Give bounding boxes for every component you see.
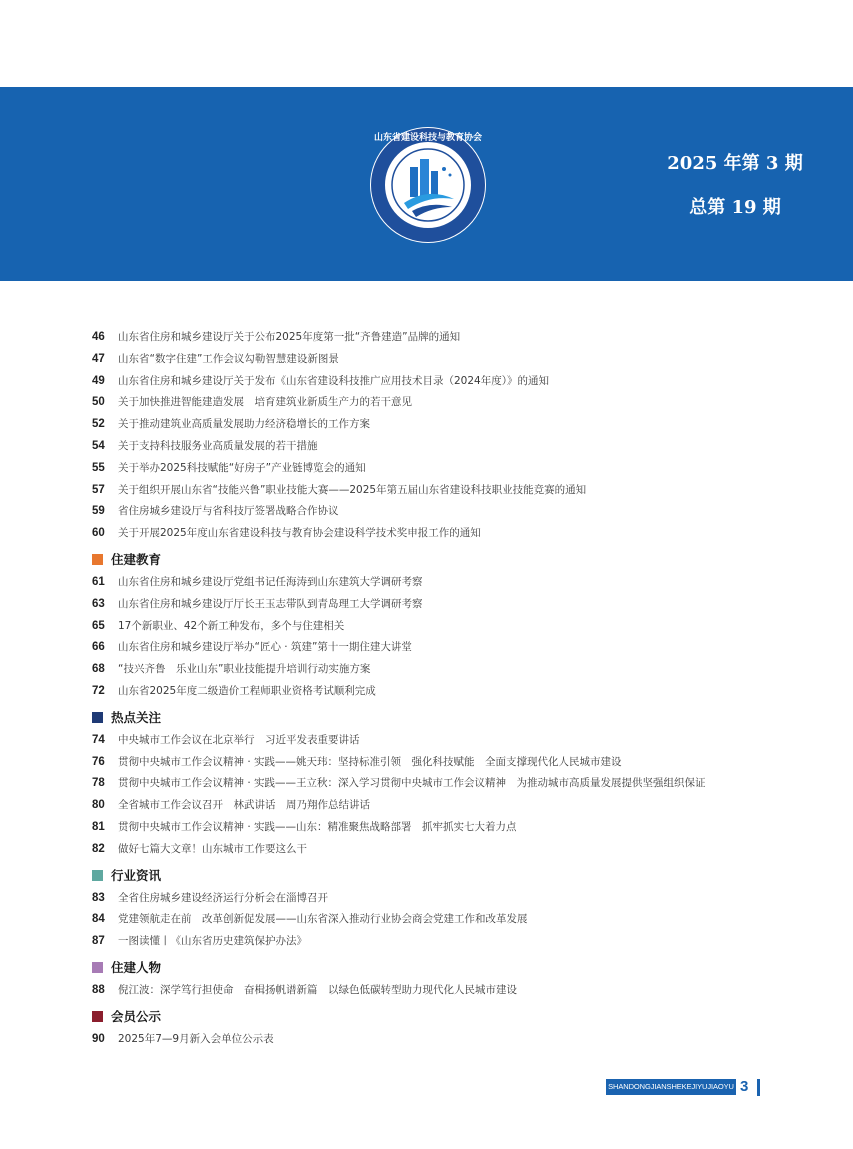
section-square-icon bbox=[92, 870, 103, 881]
toc-item[interactable] bbox=[92, 436, 792, 458]
total-issue-number: 总第 19 期 bbox=[689, 197, 781, 218]
toc-title: 全省城市工作会议召开 林武讲话 周乃翔作总结讲话 bbox=[118, 799, 370, 812]
toc-page-number: 68 bbox=[92, 663, 105, 676]
toc-page-number: 90 bbox=[92, 1032, 105, 1045]
toc-page-number: 49 bbox=[92, 374, 105, 387]
toc-title: 贯彻中央城市工作会议精神 · 实践——姚天玮：坚持标准引领 强化科技赋能 全面支撑现代化人民城市建设 bbox=[118, 755, 622, 768]
toc-title: 关于组织开展山东省“技能兴鲁”职业技能大赛——2025年第五届山东省建设科技职业技能竞赛的通知 bbox=[118, 483, 587, 496]
toc-item[interactable] bbox=[92, 392, 792, 414]
toc-page-number: 46 bbox=[92, 331, 105, 343]
toc-page-number: 55 bbox=[92, 461, 105, 474]
toc-title: 山东省住房和城乡建设厅关于发布《山东省建设科技推广应用技术目录（2024年度）》的通知 bbox=[118, 374, 549, 387]
toc-title: 关于支持科技服务业高质量发展的若干措施 bbox=[118, 439, 318, 452]
section-title: 住建人物 bbox=[111, 959, 162, 975]
toc-page-number: 59 bbox=[92, 505, 105, 518]
toc-item[interactable] bbox=[92, 1029, 792, 1051]
toc-title: 一图读懂丨《山东省历史建筑保护办法》 bbox=[118, 935, 307, 948]
logo-text: 山东省建设科技与教育协会 bbox=[373, 133, 483, 143]
toc-title: 山东省2025年度二级造价工程师职业资格考试顺利完成 bbox=[118, 684, 376, 697]
toc-item[interactable] bbox=[92, 909, 792, 931]
toc-title: 关于推动建筑业高质量发展助力经济稳增长的工作方案 bbox=[118, 418, 370, 431]
toc-title: 山东省住房和城乡建设厅厅长王玉志带队到青岛理工大学调研考察 bbox=[118, 597, 423, 610]
toc-page-number: 66 bbox=[92, 641, 105, 654]
toc-item[interactable] bbox=[92, 414, 792, 436]
toc-title: 山东省“数字住建”工作会议勾勒智慧建设新图景 bbox=[118, 352, 339, 365]
toc-page-number: 63 bbox=[92, 597, 105, 610]
toc-title: 关于举办2025科技赋能“好房子”产业链博览会的通知 bbox=[118, 461, 366, 474]
issue-number: 2025 年第 3 期 bbox=[667, 153, 803, 174]
section-title: 行业资讯 bbox=[111, 867, 162, 883]
toc-item[interactable] bbox=[92, 458, 792, 480]
toc-item[interactable] bbox=[92, 730, 792, 752]
footer-publication-tag: SHANDONGJIANSHEKEJIYUJIAOYU bbox=[606, 1079, 736, 1095]
toc-item[interactable] bbox=[92, 637, 792, 659]
toc-page-number: 88 bbox=[92, 983, 105, 996]
toc-title: 关于开展2025年度山东省建设科技与教育协会建设科学技术奖申报工作的通知 bbox=[118, 527, 481, 540]
toc-title: 2025年7—9月新入会单位公示表 bbox=[118, 1032, 274, 1045]
section-heading-member-notice bbox=[92, 1005, 792, 1029]
top-items-list bbox=[92, 327, 792, 545]
toc-page-number: 54 bbox=[92, 439, 105, 452]
toc-title: 山东省住房和城乡建设厅关于公布2025年度第一批“齐鲁建造”品牌的通知 bbox=[118, 331, 461, 343]
section-heading-education bbox=[92, 548, 792, 572]
section-square-icon bbox=[92, 712, 103, 723]
toc-title: 做好七篇大文章！山东城市工作要这么干 bbox=[118, 842, 307, 855]
page-number: 3 bbox=[740, 1078, 749, 1095]
section-title: 住建教育 bbox=[111, 551, 162, 567]
toc-page-number: 84 bbox=[92, 913, 105, 926]
toc-item[interactable] bbox=[92, 980, 792, 1002]
table-of-contents bbox=[92, 327, 792, 1051]
toc-item[interactable] bbox=[92, 616, 792, 638]
toc-item[interactable] bbox=[92, 839, 792, 861]
toc-item[interactable] bbox=[92, 523, 792, 545]
toc-page-number: 82 bbox=[92, 842, 105, 855]
toc-title: 倪江波：深学笃行担使命 奋楫扬帆谱新篇 以绿色低碳转型助力现代化人民城市建设 bbox=[118, 983, 517, 996]
toc-page-number: 83 bbox=[92, 891, 105, 904]
toc-item[interactable] bbox=[92, 480, 792, 502]
toc-page-number: 47 bbox=[92, 352, 105, 365]
toc-item[interactable] bbox=[92, 371, 792, 393]
toc-title: 省住房城乡建设厅与省科技厅签署战略合作协议 bbox=[118, 505, 339, 518]
toc-page-number: 60 bbox=[92, 527, 105, 540]
toc-item[interactable] bbox=[92, 795, 792, 817]
section-title: 会员公示 bbox=[111, 1008, 162, 1024]
toc-page-number: 57 bbox=[92, 483, 105, 496]
toc-title: 山东省住房和城乡建设厅党组书记任海涛到山东建筑大学调研考察 bbox=[118, 575, 423, 588]
toc-item[interactable] bbox=[92, 501, 792, 523]
section-heading-people bbox=[92, 956, 792, 980]
toc-title: 贯彻中央城市工作会议精神 · 实践——王立秋：深入学习贯彻中央城市工作会议精神 为推动城市高质量发展提供坚强组织保证 bbox=[118, 777, 706, 790]
toc-item[interactable] bbox=[92, 888, 792, 910]
toc-item[interactable] bbox=[92, 817, 792, 839]
toc-page-number: 87 bbox=[92, 935, 105, 948]
section-square-icon bbox=[92, 1011, 103, 1022]
toc-item[interactable] bbox=[92, 773, 792, 795]
toc-page-number: 76 bbox=[92, 755, 105, 768]
toc-title: “技兴齐鲁 乐业山东”职业技能提升培训行动实施方案 bbox=[118, 663, 371, 676]
toc-page-number: 52 bbox=[92, 418, 105, 431]
toc-page-number: 80 bbox=[92, 799, 105, 812]
toc-page-number: 72 bbox=[92, 684, 105, 697]
toc-page-number: 61 bbox=[92, 575, 105, 588]
toc-page-number: 50 bbox=[92, 396, 105, 409]
toc-item[interactable] bbox=[92, 931, 792, 953]
toc-title: 关于加快推进智能建造发展 培育建筑业新质生产力的若干意见 bbox=[118, 396, 412, 409]
association-logo-icon bbox=[368, 125, 488, 245]
toc-title: 17个新职业、42个新工种发布，多个与住建相关 bbox=[118, 619, 345, 632]
toc-item[interactable] bbox=[92, 659, 792, 681]
toc-item[interactable] bbox=[92, 327, 792, 349]
toc-item[interactable] bbox=[92, 572, 792, 594]
section-square-icon bbox=[92, 554, 103, 565]
toc-item[interactable] bbox=[92, 681, 792, 703]
toc-title: 党建领航走在前 改革创新促发展——山东省深入推动行业协会商会党建工作和改革发展 bbox=[118, 913, 528, 926]
toc-item[interactable] bbox=[92, 752, 792, 774]
section-square-icon bbox=[92, 962, 103, 973]
toc-title: 中央城市工作会议在北京举行 习近平发表重要讲话 bbox=[118, 733, 360, 746]
toc-page-number: 78 bbox=[92, 777, 105, 790]
toc-page-number: 65 bbox=[92, 619, 105, 632]
toc-page-number: 74 bbox=[92, 733, 105, 746]
page-number-bar bbox=[757, 1079, 760, 1096]
toc-title: 贯彻中央城市工作会议精神 · 实践——山东：精准聚焦战略部署 抓牢抓实七大着力点 bbox=[118, 820, 517, 833]
toc-item[interactable] bbox=[92, 594, 792, 616]
toc-title: 全省住房城乡建设经济运行分析会在淄博召开 bbox=[118, 891, 328, 904]
section-heading-hot-topics bbox=[92, 706, 792, 730]
section-heading-industry-news bbox=[92, 864, 792, 888]
toc-title: 山东省住房和城乡建设厅举办“匠心 · 筑建”第十一期住建大讲堂 bbox=[118, 641, 412, 654]
toc-item[interactable] bbox=[92, 349, 792, 371]
section-title: 热点关注 bbox=[111, 709, 162, 725]
toc-page-number: 81 bbox=[92, 820, 105, 833]
